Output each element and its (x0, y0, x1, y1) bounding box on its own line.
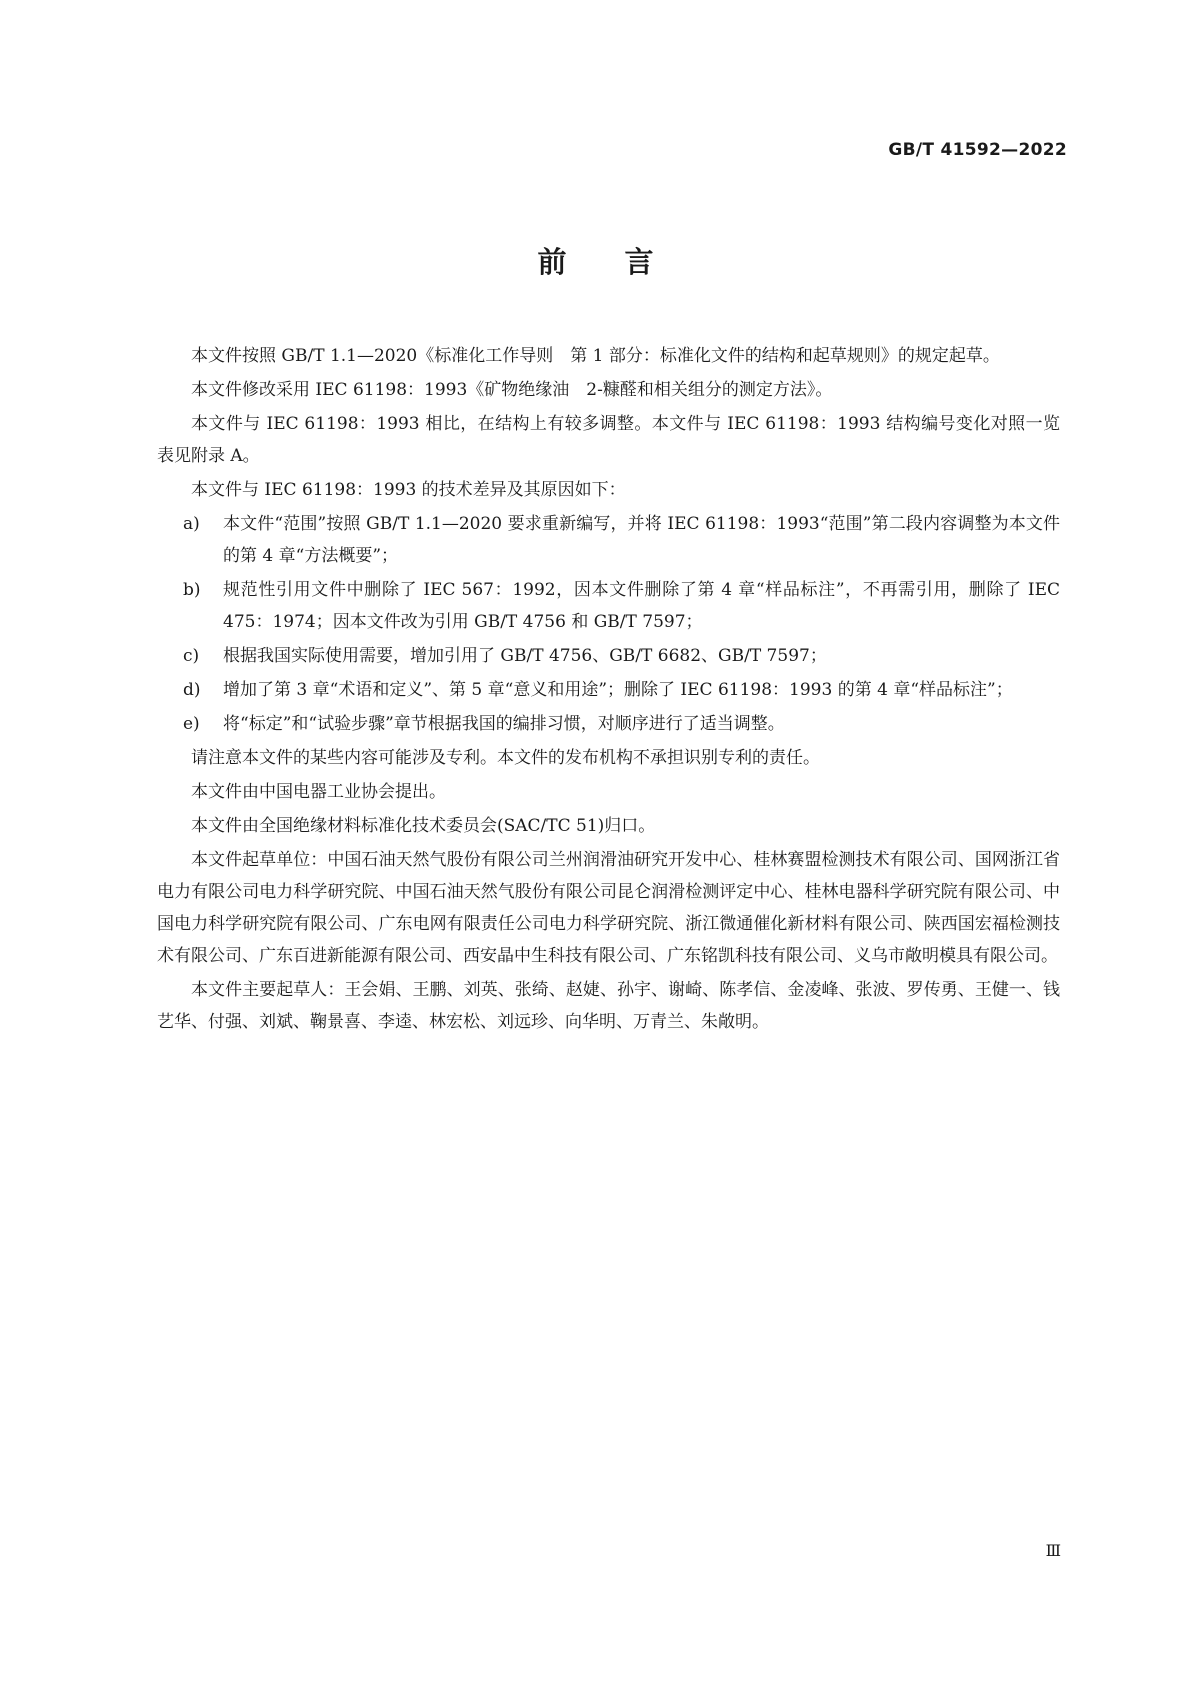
list-text: 规范性引用文件中删除了 IEC 567：1992，因本文件删除了第 4 章“样品标注”，不再需引用，删除了 IEC 475：1974；因本文件改为引用 GB/T 4756 和 GB/T 7597； (223, 580, 1060, 632)
paragraph: 本文件按照 GB/T 1.1—2020《标准化工作导则 第 1 部分：标准化文件的结构和起草规则》的规定起草。 (191, 346, 1000, 366)
paragraph: 本文件起草单位：中国石油天然气股份有限公司兰州润滑油研究开发中心、桂林赛盟检测技术有限公司、国网浙江省电力有限公司电力科学研究院、中国石油天然气股份有限公司昆仑润滑检测评定中心、桂林电器科学研究院有限公司、中国电力科学研究院有限公司、广东电网有限责任公司电力科学研究院、浙江微通催化新材料有限公司、陕西国宏福检测技术有限公司、广东百进新能源有限公司、西安晶中生科技有限公司、广东铭凯科技有限公司、义乌市敞明模具有限公司。 (157, 850, 1060, 966)
list-marker: a) (183, 514, 200, 534)
foreword-body (157, 340, 1060, 1040)
paragraph: 本文件与 IEC 61198：1993 的技术差异及其原因如下： (191, 480, 626, 500)
list-text: 将“标定”和“试验步骤”章节根据我国的编排习惯，对顺序进行了适当调整。 (223, 714, 785, 734)
paragraph: 本文件由中国电器工业协会提出。 (191, 782, 446, 802)
list-item (157, 674, 1060, 706)
list-marker: d) (183, 680, 201, 700)
paragraph: 本文件与 IEC 61198：1993 相比，在结构上有较多调整。本文件与 IEC 61198：1993 结构编号变化对照一览表见附录 A。 (157, 414, 1060, 466)
title-char-1: 前 (537, 245, 567, 279)
list-text: 根据我国实际使用需要，增加引用了 GB/T 4756、GB/T 6682、GB/T 7597； (223, 646, 827, 666)
list-item (157, 574, 1060, 638)
list-marker: e) (183, 714, 200, 734)
list-marker: b) (183, 580, 201, 600)
paragraph: 本文件主要起草人：王会娟、王鹏、刘英、张绮、赵婕、孙宇、谢崎、陈孝信、金凌峰、张波、罗传勇、王健一、钱艺华、付强、刘斌、鞠景喜、李逵、林宏松、刘远珍、向华明、万青兰、朱敞明。 (157, 980, 1060, 1032)
paragraph: 本文件由全国绝缘材料标准化技术委员会(SAC/TC 51)归口。 (191, 816, 656, 836)
list-marker: c) (183, 646, 200, 666)
paragraph: 请注意本文件的某些内容可能涉及专利。本文件的发布机构不承担识别专利的责任。 (191, 748, 820, 768)
title-char-2: 言 (624, 245, 654, 279)
standard-number: GB/T 41592—2022 (888, 140, 1067, 160)
list-text: 增加了第 3 章“术语和定义”、第 5 章“意义和用途”；删除了 IEC 61198：1993 的第 4 章“样品标注”； (223, 680, 1013, 700)
list-text: 本文件“范围”按照 GB/T 1.1—2020 要求重新编写，并将 IEC 61198：1993“范围”第二段内容调整为本文件的第 4 章“方法概要”； (223, 514, 1060, 566)
list-item (157, 508, 1060, 572)
page-number: Ⅲ (1045, 1541, 1061, 1560)
list-item (157, 640, 1060, 672)
paragraph: 本文件修改采用 IEC 61198：1993《矿物绝缘油 2-糠醛和相关组分的测定方法》。 (191, 380, 833, 400)
page-title (0, 240, 1191, 281)
list-item (157, 708, 1060, 740)
